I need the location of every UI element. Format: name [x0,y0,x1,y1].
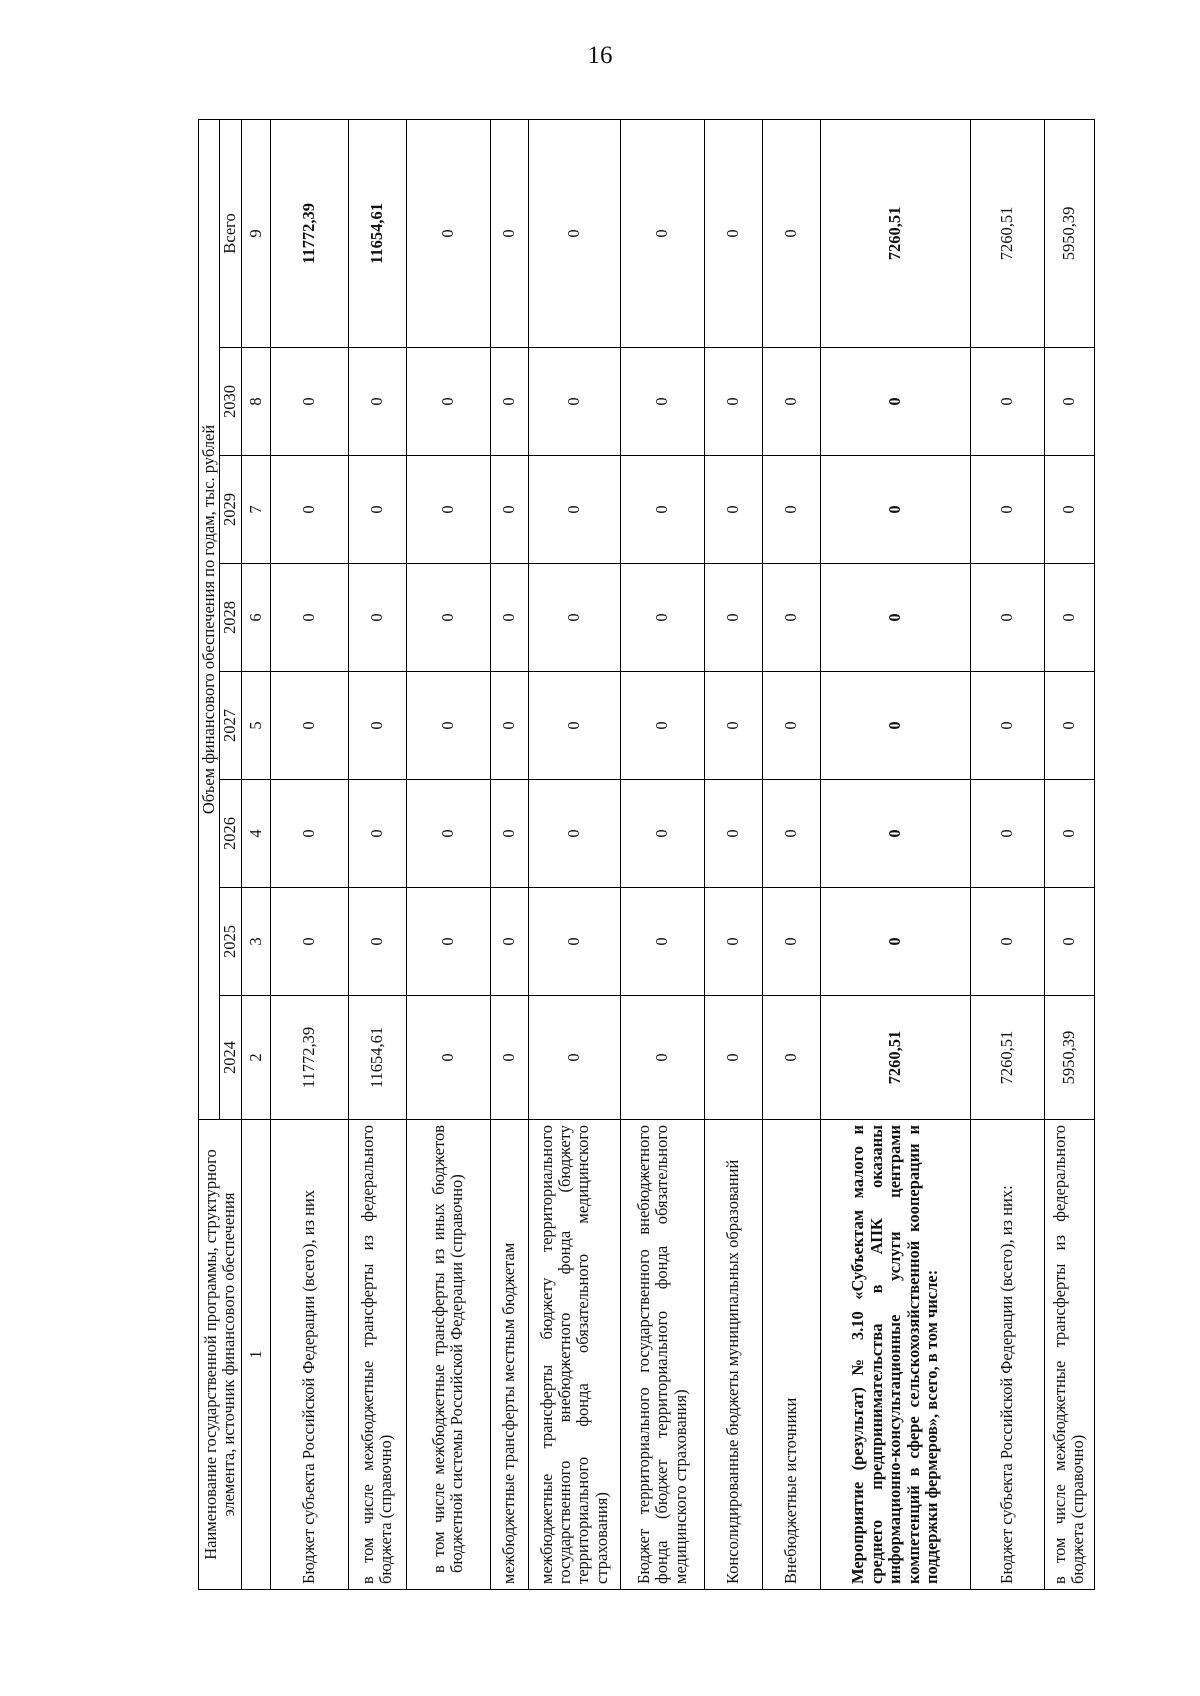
financing-table [198,119,1095,1590]
column-index: 8 [241,348,270,456]
table-row [1044,119,1094,1589]
value-cell: 0 [704,888,762,996]
value-cell: 0 [620,780,704,888]
value-cell: 7260,51 [970,996,1044,1120]
value-cell: 0 [270,672,348,780]
value-cell: 0 [270,564,348,672]
table-body [270,119,1094,1589]
value-cell: 0 [528,996,620,1120]
total-value-cell: 0 [620,119,704,347]
value-cell: 11772,39 [270,996,348,1120]
value-cell: 0 [1044,780,1094,888]
value-cell: 0 [528,780,620,888]
value-cell: 0 [762,996,820,1120]
value-cell: 0 [406,780,490,888]
value-cell: 0 [490,780,528,888]
year-header: 2028 [220,564,241,672]
value-cell: 0 [348,456,406,564]
total-value-cell: 7260,51 [820,119,970,347]
total-value-cell: 11654,61 [348,119,406,347]
value-cell: 0 [406,456,490,564]
value-cell: 0 [528,888,620,996]
value-cell: 0 [490,996,528,1120]
value-cell: 0 [970,780,1044,888]
value-cell: 0 [528,672,620,780]
value-cell: 0 [348,348,406,456]
year-header: 2026 [220,780,241,888]
value-cell: 0 [762,672,820,780]
value-cell: 0 [528,348,620,456]
row-name-cell: Мероприятие (результат) № 3.10 «Субъектам малого и среднего предпринимательства в АПК оказаны информационно-консультационные услуги центрами компетенций в сфере сельскохозяйственной кооперации и поддержки фермеров», всего, в том числе: [820,1120,970,1590]
column-index: 4 [241,780,270,888]
value-cell: 0 [270,780,348,888]
value-cell: 0 [528,564,620,672]
value-cell: 0 [970,564,1044,672]
value-cell: 0 [406,672,490,780]
total-value-cell: 0 [490,119,528,347]
value-cell: 0 [820,456,970,564]
value-cell: 0 [704,780,762,888]
value-cell: 0 [1044,348,1094,456]
year-header: 2027 [220,672,241,780]
value-cell: 0 [528,456,620,564]
row-name-cell: межбюджетные трансферты местным бюджетам [490,1120,528,1590]
year-header: 2029 [220,456,241,564]
value-cell: 0 [490,672,528,780]
row-name-cell: Бюджет субъекта Российской Федерации (всего), из них: [970,1120,1044,1590]
table-row [762,119,820,1589]
row-name-cell: Внебюджетные источники [762,1120,820,1590]
value-cell: 0 [820,672,970,780]
value-cell: 0 [490,456,528,564]
value-cell: 0 [1044,672,1094,780]
value-cell: 0 [762,780,820,888]
table-row [490,119,528,1589]
value-cell: 0 [762,348,820,456]
row-name-cell: в том числе межбюджетные трансферты из федерального бюджета (справочно) [1044,1120,1094,1590]
value-cell: 0 [704,996,762,1120]
value-cell: 0 [406,564,490,672]
value-cell: 0 [970,672,1044,780]
year-header: 2024 [220,996,241,1120]
value-cell: 0 [704,456,762,564]
value-cell: 0 [970,456,1044,564]
value-cell: 7260,51 [820,996,970,1120]
value-cell: 0 [620,672,704,780]
value-cell: 0 [406,888,490,996]
table-row [348,119,406,1589]
total-value-cell: 11772,39 [270,119,348,347]
value-cell: 11654,61 [348,996,406,1120]
page-number: 16 [587,42,613,69]
column-index: 7 [241,456,270,564]
total-value-cell: 0 [406,119,490,347]
value-cell: 0 [490,348,528,456]
value-cell: 0 [620,996,704,1120]
value-cell: 0 [348,564,406,672]
column-index: 2 [241,996,270,1120]
total-value-cell: 0 [704,119,762,347]
value-cell: 0 [406,996,490,1120]
value-cell: 0 [1044,888,1094,996]
table-row [528,119,620,1589]
value-cell: 0 [490,888,528,996]
value-cell: 0 [270,888,348,996]
total-value-cell: 5950,39 [1044,119,1094,347]
table-row [406,119,490,1589]
value-cell: 0 [348,672,406,780]
value-cell: 0 [762,456,820,564]
row-name-cell: в том числе межбюджетные трансферты из федерального бюджета (справочно) [348,1120,406,1590]
table-row [970,119,1044,1589]
value-cell: 0 [970,888,1044,996]
value-cell: 0 [620,564,704,672]
column-index: 3 [241,888,270,996]
value-cell: 0 [704,348,762,456]
column-index: 9 [241,119,270,347]
table-row [704,119,762,1589]
value-cell: 0 [820,888,970,996]
value-cell: 0 [406,348,490,456]
row-name-cell: Бюджет территориального государственного внебюджетного фонда (бюджет территориального фонда обязательного медицинского страхования) [620,1120,704,1590]
value-cell: 0 [490,564,528,672]
year-header: 2030 [220,348,241,456]
total-value-cell: 7260,51 [970,119,1044,347]
total-value-cell: 0 [762,119,820,347]
value-cell: 0 [270,456,348,564]
column-index: 1 [241,1120,270,1590]
header-row-indices [241,119,270,1589]
row-name-cell: Бюджет субъекта Российской Федерации (всего), из них [270,1120,348,1590]
value-cell: 0 [820,348,970,456]
year-header: 2025 [220,888,241,996]
value-cell: 0 [704,672,762,780]
rotated-table-container [198,120,1088,1590]
value-cell: 0 [762,564,820,672]
value-cell: 5950,39 [1044,996,1094,1120]
value-cell: 0 [704,564,762,672]
value-cell: 0 [620,348,704,456]
row-name-cell: межбюджетные трансферты бюджету территориального государственного внебюджетного фонда (бюджету территориального фонда обязательного медицинского страхования) [528,1120,620,1590]
column-index: 5 [241,672,270,780]
name-column-header: Наименование государственной программы, структурного элемента, источник финансового обеспечения [199,1120,242,1590]
row-name-cell: Консолидированные бюджеты муниципальных образований [704,1120,762,1590]
table-row [620,119,704,1589]
value-cell: 0 [620,888,704,996]
total-value-cell: 0 [528,119,620,347]
value-cell: 0 [820,780,970,888]
value-cell: 0 [348,888,406,996]
value-cell: 0 [820,564,970,672]
volume-header: Объем финансового обеспечения по годам, тыс. рублей [199,119,220,1119]
row-name-cell: в том числе межбюджетные трансферты из иных бюджетов бюджетной системы Российской Федерации (справочно) [406,1120,490,1590]
total-header: Всего [220,119,241,347]
value-cell: 0 [1044,564,1094,672]
table-row [270,119,348,1589]
value-cell: 0 [970,348,1044,456]
header-row-1 [199,119,220,1589]
value-cell: 0 [1044,456,1094,564]
value-cell: 0 [620,456,704,564]
column-index: 6 [241,564,270,672]
value-cell: 0 [270,348,348,456]
value-cell: 0 [762,888,820,996]
table-row [820,119,970,1589]
value-cell: 0 [348,780,406,888]
